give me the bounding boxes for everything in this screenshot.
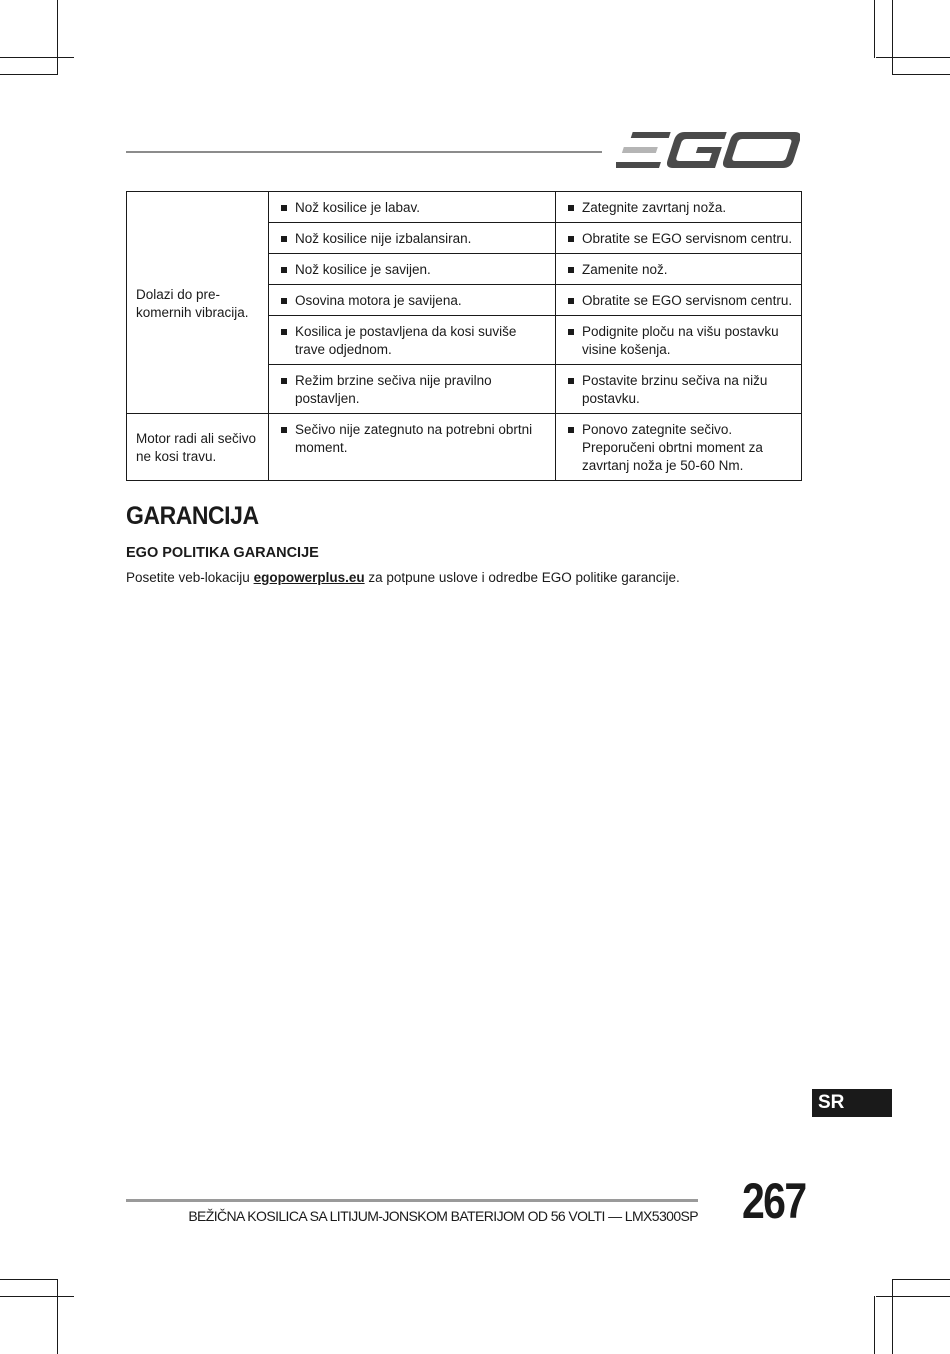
troubleshooting-table bbox=[126, 191, 802, 481]
language-badge: SR bbox=[812, 1089, 892, 1117]
crop-mark bbox=[892, 1279, 950, 1280]
crop-mark bbox=[57, 1280, 58, 1354]
crop-mark bbox=[0, 74, 58, 75]
crop-mark bbox=[874, 1296, 875, 1354]
cause-cell: Nož kosilice nije izbalansiran. bbox=[269, 223, 556, 254]
warranty-link[interactable]: egopowerplus.eu bbox=[253, 570, 365, 585]
bullet-icon bbox=[281, 205, 287, 211]
footer-rule bbox=[126, 1199, 698, 1202]
cause-cell: Nož kosilice je labav. bbox=[269, 192, 556, 223]
bullet-icon bbox=[281, 236, 287, 242]
crop-mark bbox=[57, 0, 58, 74]
bullet-icon bbox=[568, 236, 574, 242]
crop-mark bbox=[0, 1279, 58, 1280]
solution-cell: Podignite ploču na višu postavku visine košenja. bbox=[556, 316, 802, 365]
solution-cell: Ponovo zategnite sečivo. Preporučeni obrtni moment za zavrtanj noža je 50-60 Nm. bbox=[556, 414, 802, 481]
bullet-icon bbox=[281, 298, 287, 304]
bullet-icon bbox=[568, 427, 574, 433]
bullet-icon bbox=[281, 329, 287, 335]
bullet-icon bbox=[568, 205, 574, 211]
crop-mark bbox=[892, 74, 950, 75]
solution-cell: Zamenite nož. bbox=[556, 254, 802, 285]
solution-cell: Zategnite zavrtanj noža. bbox=[556, 192, 802, 223]
crop-mark bbox=[0, 1296, 74, 1297]
table-row bbox=[127, 192, 802, 223]
policy-text: Posetite veb-lokaciju egopowerplus.eu za potpune uslove i odredbe EGO politike garancije. bbox=[126, 570, 680, 585]
bullet-icon bbox=[568, 378, 574, 384]
bullet-icon bbox=[568, 329, 574, 335]
page-number: 267 bbox=[742, 1173, 806, 1229]
header-rule bbox=[126, 151, 602, 153]
crop-mark bbox=[892, 0, 893, 74]
cause-cell: Sečivo nije zategnuto na potrebni obrtni moment. bbox=[269, 414, 556, 481]
crop-mark bbox=[892, 1280, 893, 1354]
cause-cell: Nož kosilice je savijen. bbox=[269, 254, 556, 285]
crop-mark bbox=[874, 0, 875, 58]
crop-mark bbox=[876, 1296, 950, 1297]
solution-cell: Postavite brzinu sečiva na nižu postavku. bbox=[556, 365, 802, 414]
cause-cell: Kosilica je postavljena da kosi suviše trave odjednom. bbox=[269, 316, 556, 365]
crop-mark bbox=[0, 57, 74, 58]
section-title: GARANCIJA bbox=[126, 502, 259, 530]
solution-cell: Obratite se EGO servisnom centru. bbox=[556, 285, 802, 316]
bullet-icon bbox=[568, 267, 574, 273]
bullet-icon bbox=[568, 298, 574, 304]
cause-cell: Režim brzine sečiva nije pravilno postavljen. bbox=[269, 365, 556, 414]
crop-mark bbox=[876, 57, 950, 58]
cause-cell: Osovina motora je savijena. bbox=[269, 285, 556, 316]
bullet-icon bbox=[281, 267, 287, 273]
policy-title: EGO POLITIKA GARANCIJE bbox=[126, 545, 319, 561]
bullet-icon bbox=[281, 427, 287, 433]
solution-cell: Obratite se EGO servisnom centru. bbox=[556, 223, 802, 254]
problem-cell: Motor radi ali sečivo ne kosi travu. bbox=[127, 414, 269, 481]
bullet-icon bbox=[281, 378, 287, 384]
problem-cell: Dolazi do pre-komernih vibracija. bbox=[127, 192, 269, 414]
table-row bbox=[127, 414, 802, 481]
ego-logo bbox=[616, 128, 800, 172]
footer-product-title: BEŽIČNA KOSILICA SA LITIJUM-JONSKOM BATERIJOM OD 56 VOLTI — LMX5300SP bbox=[188, 1208, 698, 1224]
